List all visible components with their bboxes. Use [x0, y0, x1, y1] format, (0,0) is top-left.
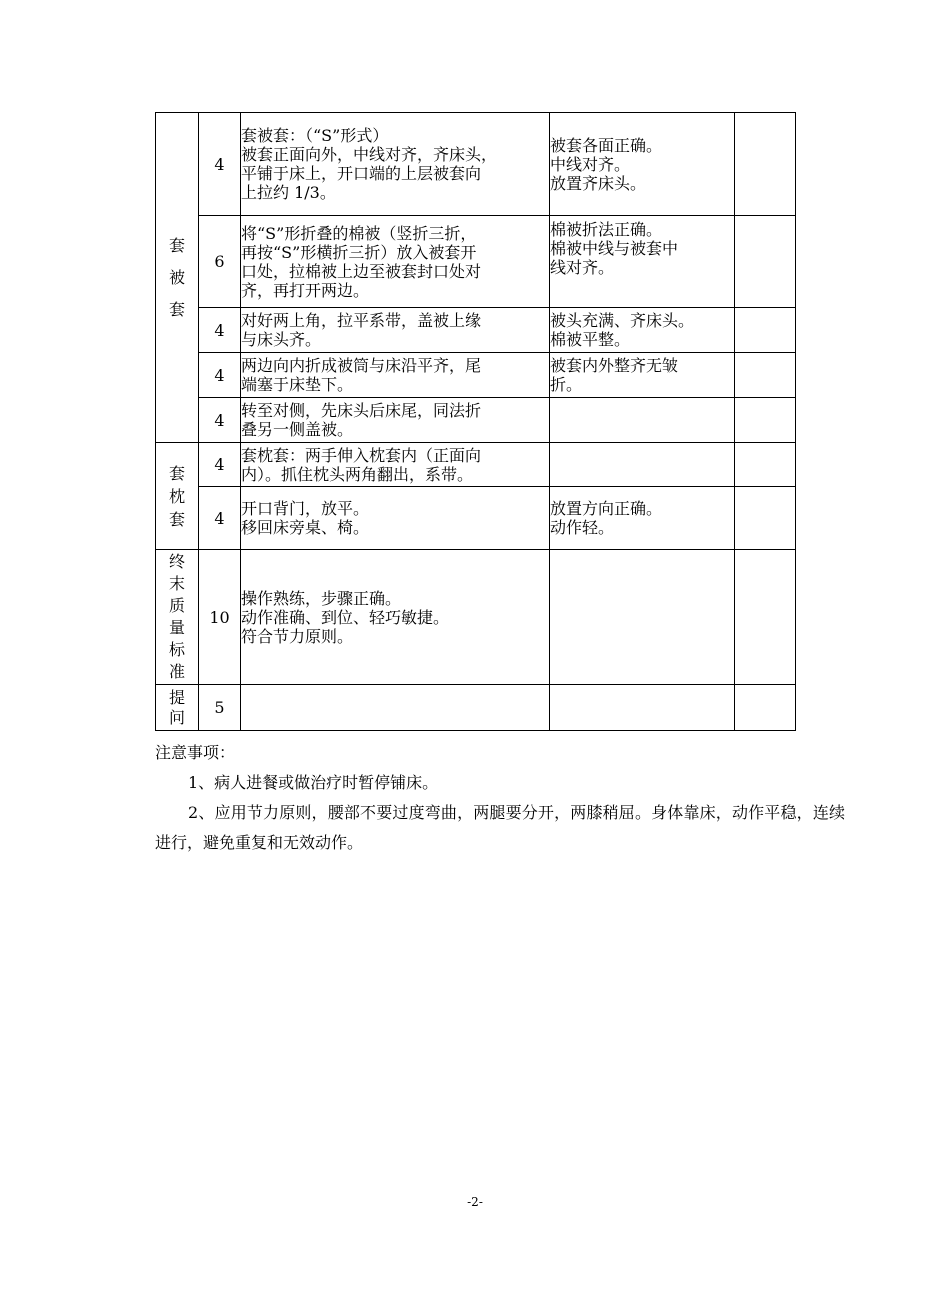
operation-step-cell [241, 398, 550, 443]
deduction-cell [735, 113, 796, 216]
category-char: 套 [168, 509, 185, 529]
category-char: 被 [168, 267, 185, 287]
deduction-cell [735, 216, 796, 308]
standard-line: 被头充满、齐床头。 [550, 311, 695, 330]
quality-standard-cell [550, 216, 735, 308]
standard-line: 中线对齐。 [550, 154, 631, 174]
category-char: 套 [168, 235, 185, 255]
step-line: 叠另一侧盖被。 [241, 420, 354, 439]
standard-line: 线对齐。 [550, 258, 615, 277]
standard-line: 被套内外整齐无皱 [550, 356, 679, 375]
operation-step-cell [241, 113, 550, 216]
category-char: 套 [168, 299, 185, 319]
deduction-cell [735, 487, 796, 550]
deduction-cell [735, 353, 796, 398]
category-char: 终 [168, 552, 185, 571]
table-row [156, 216, 796, 308]
step-line: 套枕套：两手伸入枕套内（正面向 [241, 445, 482, 465]
quality-standard-cell [550, 685, 735, 731]
score-cell: 4 [199, 308, 241, 353]
category-char: 准 [168, 662, 185, 681]
category-char: 标 [168, 640, 185, 659]
standard-line: 折。 [550, 375, 583, 394]
standard-line: 棉被中线与被套中 [550, 239, 679, 258]
step-line: 平铺于床上，开口端的上层被套向 [241, 164, 482, 183]
step-line: 端塞于床垫下。 [241, 375, 354, 394]
step-line: 两边向内折成被筒与床沿平齐，尾 [241, 356, 482, 375]
score-cell: 4 [199, 353, 241, 398]
step-line: 符合节力原则。 [241, 626, 354, 646]
standard-line: 棉被折法正确。 [550, 220, 663, 239]
score-cell: 4 [199, 398, 241, 443]
table-row [156, 113, 796, 216]
step-line: 上拉约 1/3。 [241, 183, 336, 202]
step-line: 动作准确、到位、轻巧敏捷。 [241, 607, 450, 627]
standard-line: 棉被平整。 [550, 330, 631, 349]
step-line: 移回床旁桌、椅。 [241, 518, 370, 537]
category-label [156, 462, 198, 531]
step-line: 操作熟练，步骤正确。 [241, 588, 402, 608]
standard-line: 放置齐床头。 [550, 173, 647, 193]
table-row [156, 353, 796, 398]
category-char: 问 [168, 707, 185, 727]
step-line: 内）。抓住枕头两角翻出，系带。 [241, 464, 474, 484]
step-line: 再按“S”形横折三折）放入被套开 [241, 242, 477, 262]
step-line: 对好两上角，拉平系带，盖被上缘 [241, 311, 482, 330]
notes-heading: 注意事项： [155, 743, 236, 762]
operation-step-cell [241, 550, 550, 685]
table-row [156, 308, 796, 353]
table-row [156, 487, 796, 550]
deduction-cell [735, 443, 796, 487]
quality-standard-cell [550, 308, 735, 353]
quality-standard-cell [550, 487, 735, 550]
operation-step-cell [241, 216, 550, 308]
quality-standard-cell [550, 443, 735, 487]
step-line: 开口背门，放平。 [241, 499, 370, 518]
deduction-cell [735, 685, 796, 731]
table-row [156, 398, 796, 443]
step-line: 将“S”形折叠的棉被（竖折三折， [241, 223, 477, 243]
category-cell [156, 550, 199, 685]
standard-line: 被套各面正确。 [550, 135, 663, 155]
quality-standard-cell [550, 398, 735, 443]
category-label [156, 551, 198, 683]
operation-step-cell [241, 353, 550, 398]
step-line: 转至对侧，先床头后床尾，同法折 [241, 401, 482, 420]
deduction-cell [735, 308, 796, 353]
notes-section [155, 738, 855, 858]
step-line: 被套正面向外，中线对齐，齐床头， [241, 145, 498, 164]
quality-standard-cell [550, 113, 735, 216]
score-cell: 10 [199, 550, 241, 685]
score-cell: 4 [199, 443, 241, 487]
standard-line: 动作轻。 [550, 518, 615, 537]
step-line: 与床头齐。 [241, 330, 322, 349]
category-label [156, 230, 198, 326]
step-line: 套被套：（“S”形式） [241, 126, 389, 145]
score-cell: 5 [199, 685, 241, 731]
category-char: 套 [168, 463, 185, 483]
score-cell: 6 [199, 216, 241, 308]
operation-step-cell [241, 685, 550, 731]
step-line: 齐，再打开两边。 [241, 280, 370, 300]
table-row [156, 443, 796, 487]
quality-standard-cell [550, 550, 735, 685]
operation-step-cell [241, 443, 550, 487]
note-item: 1、病人进餐或做治疗时暂停铺床。 [188, 773, 439, 792]
score-cell: 4 [199, 113, 241, 216]
category-char: 量 [168, 618, 185, 637]
page-number: -2- [467, 1195, 483, 1209]
category-char: 质 [168, 596, 185, 615]
category-char: 枕 [168, 486, 185, 506]
category-cell [156, 113, 199, 443]
category-label [156, 688, 198, 728]
step-line: 口处，拉棉被上边至被套封口处对 [241, 261, 482, 281]
scoring-table [155, 112, 796, 731]
note-item: 2、应用节力原则，腰部不要过度弯曲，两腿要分开，两膝稍屈。身体靠床，动作平稳，连续进行，避免重复和无效动作。 [155, 803, 845, 852]
deduction-cell [735, 550, 796, 685]
table-row [156, 550, 796, 685]
operation-step-cell [241, 308, 550, 353]
quality-standard-cell [550, 353, 735, 398]
deduction-cell [735, 398, 796, 443]
standard-line: 放置方向正确。 [550, 499, 663, 518]
category-char: 提 [168, 687, 185, 707]
table-row [156, 685, 796, 731]
score-cell: 4 [199, 487, 241, 550]
category-cell [156, 685, 199, 731]
category-char: 末 [168, 574, 185, 593]
category-cell [156, 443, 199, 550]
operation-step-cell [241, 487, 550, 550]
